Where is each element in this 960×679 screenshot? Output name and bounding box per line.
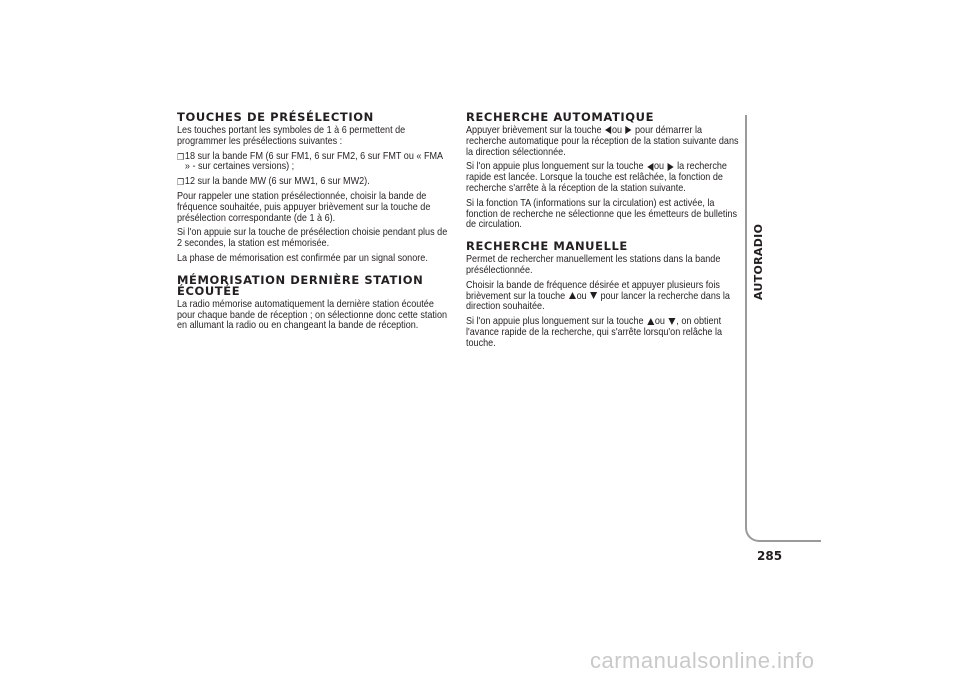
heading-manual-search: RECHERCHE MANUELLE — [466, 239, 628, 254]
paragraph: La radio mémorise automatiquement la dernière station écoutée pour chaque bande de réception ; on sélectionne donc cette station en allumant la radio ou en changeant la bande de réception. — [177, 298, 448, 332]
paragraph: Choisir la bande de fréquence désirée et appuyer plusieurs fois brièvement sur la touche ou pour lancer la recherche dans la direction souhaitée. — [466, 279, 730, 313]
chapter-label: AUTORADIO — [752, 223, 765, 300]
paragraph: Pour rappeler une station présélectionnée, choisir la bande de fréquence souhaitée, puis appuyer brièvement sur la touche de présélection correspondante (de 1 à 6). — [177, 190, 431, 224]
paragraph: Si la fonction TA (informations sur la circulation) est activée, la fonction de recherche ne sélectionne que les émetteurs de bulletins de circulation. — [466, 197, 738, 231]
chapter-sidebar — [745, 115, 821, 542]
paragraph: Appuyer brièvement sur la touche ou pour démarrer la recherche automatique pour la réception de la station suivante dans la direction sélectionnée. — [466, 125, 739, 158]
arrow-down-icon — [668, 318, 675, 325]
checkbox-bullet-icon: ❐ — [177, 177, 185, 188]
arrow-down-icon — [590, 292, 597, 299]
left-column — [177, 112, 449, 336]
right-column — [466, 112, 742, 354]
bullet-item: ❐ 12 sur la bande MW (6 sur MW1, 6 sur MW2). — [177, 176, 370, 188]
arrow-right-icon — [625, 126, 631, 134]
paragraph: La phase de mémorisation est confirmée par un signal sonore. — [177, 252, 428, 264]
arrow-left-icon — [647, 163, 653, 171]
paragraph: Les touches portant les symboles de 1 à 6 permettent de programmer les présélections suivantes : — [177, 125, 406, 147]
arrow-right-icon — [667, 163, 673, 171]
checkbox-bullet-icon: ❐ — [177, 151, 185, 162]
watermark: carmanualsonline.info — [590, 648, 815, 673]
heading-preset-buttons: TOUCHES DE PRÉSÉLECTION — [177, 110, 374, 124]
bullet-item: ❐ 18 sur la bande FM (6 sur FM1, 6 sur FM2, 6 sur FMT ou « FMA » - sur certaines versions) ; — [177, 150, 443, 173]
arrow-left-icon — [605, 126, 611, 134]
paragraph: Permet de rechercher manuellement les stations dans la bande présélectionnée. — [466, 254, 721, 276]
paragraph: Si l'on appuie plus longuement sur la touche ou , on obtient l'avance rapide de la recherche, qui s'arrête lorsqu'on relâche la touche. — [466, 316, 723, 349]
paragraph: Si l'on appuie sur la touche de présélection choisie pendant plus de 2 secondes, la station est mémorisée. — [177, 227, 448, 250]
arrow-up-icon — [569, 292, 576, 299]
arrow-up-icon — [647, 318, 654, 325]
heading-last-station-memory: MÉMORISATION DERNIÈRE STATION ÉCOUTÉE — [177, 272, 424, 298]
heading-automatic-search: RECHERCHE AUTOMATIQUE — [466, 110, 655, 124]
paragraph: Si l'on appuie plus longuement sur la touche ou la recherche rapide est lancée. Lorsque la touche est relâchée, la fonction de recherche s'arrête à la réception de la station suivante. — [466, 161, 727, 194]
page-number: 285 — [757, 549, 783, 563]
